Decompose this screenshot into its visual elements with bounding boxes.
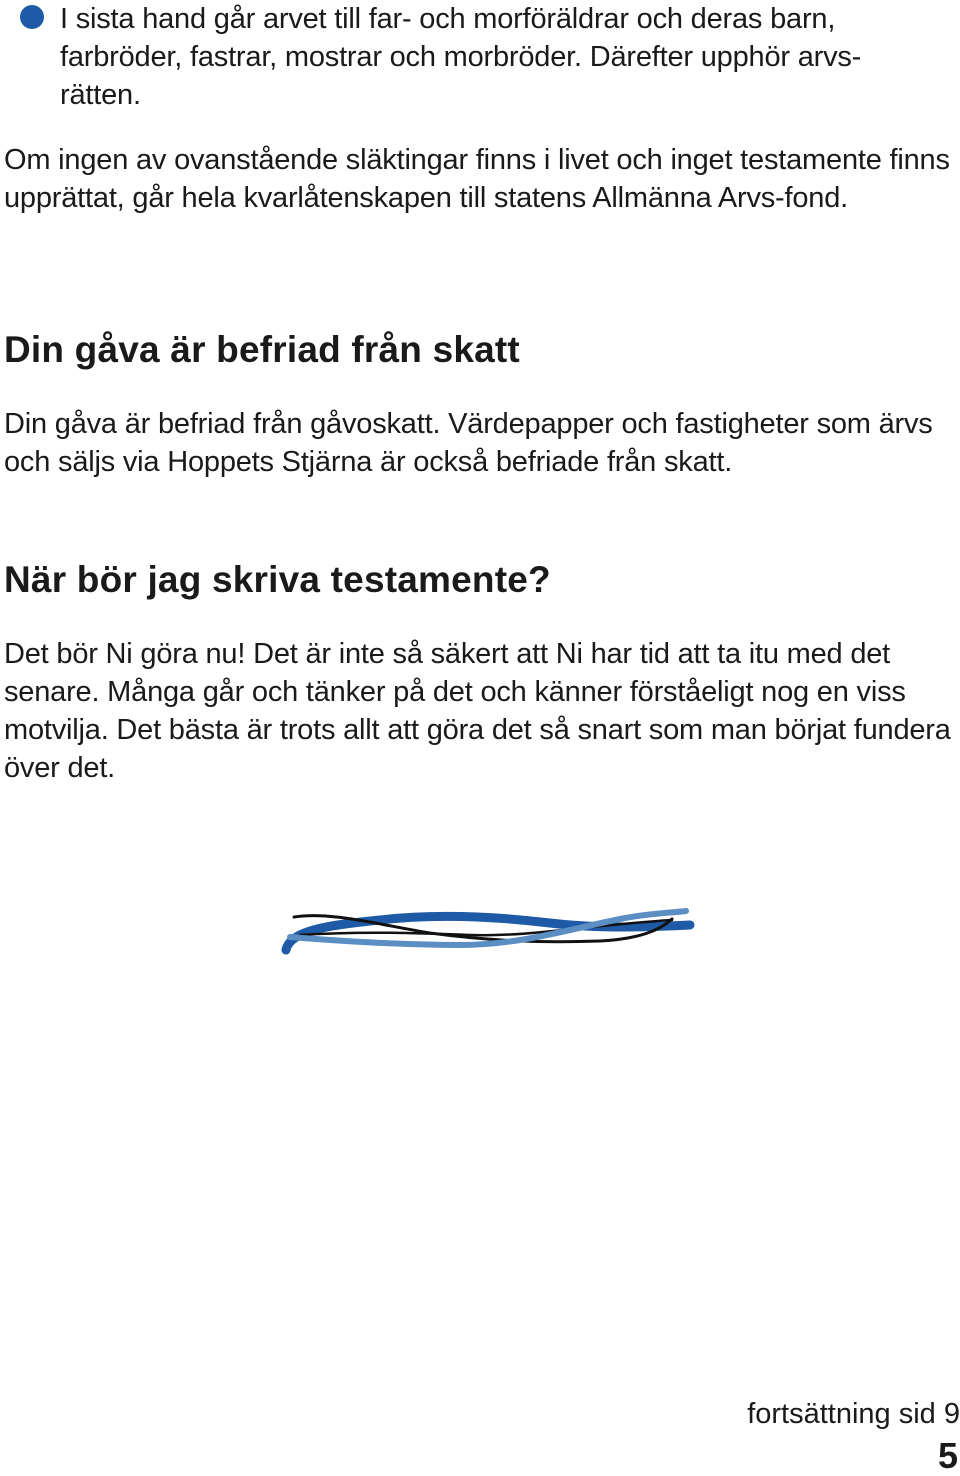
page-number: 5 [937, 1435, 958, 1476]
bullet-paragraph [20, 0, 940, 114]
section-body-testament: Det bör Ni göra nu! Det är inte så säkert att Ni har tid att ta itu med det senare. Många går och tänker på det och känner förståeligt nog en viss motvilja. Det bästa är trots allt att göra det så snart som man börjat fundera över det. [4, 638, 951, 784]
section-heading-testament: När bör jag skriva testamente? [4, 559, 551, 600]
bullet-dot-icon [20, 5, 44, 29]
bullet-text: I sista hand går arvet till far- och morföräldrar och deras barn, farbröder, fastrar, mostrar och morbröder. Därefter upphör arvs-rätten. [60, 3, 862, 111]
intro-paragraph: Om ingen av ovanstående släktingar finns i livet och inget testamente finns upprättat, går hela kvarlåtenskapen till statens Allmänna Arvs-fond. [4, 144, 950, 214]
section-body-tax: Din gåva är befriad från gåvoskatt. Värdepapper och fastigheter som ärvs och säljs via Hoppets Stjärna är också befriade från skatt. [4, 408, 933, 478]
continuation-note: fortsättning sid 9 [747, 1398, 960, 1430]
section-heading-tax: Din gåva är befriad från skatt [4, 329, 520, 370]
decorative-squiggle-icon [270, 895, 700, 965]
